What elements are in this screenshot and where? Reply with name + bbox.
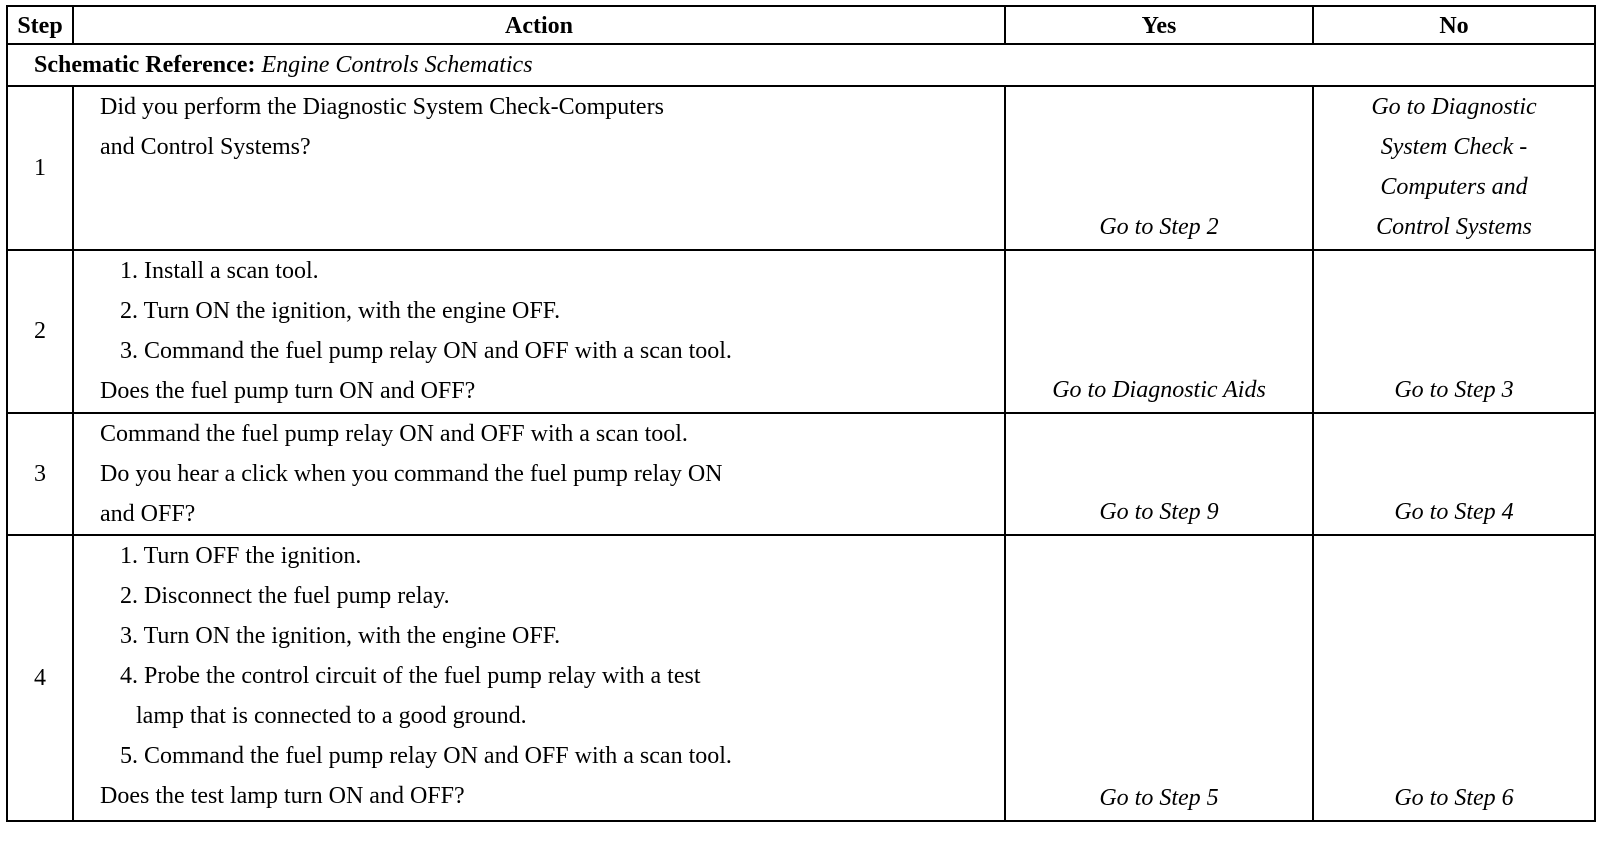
- header-row: [7, 6, 1595, 44]
- action-line: lamp that is connected to a good ground.: [136, 703, 527, 729]
- action-line: Does the test lamp turn ON and OFF?: [100, 783, 465, 809]
- action-cell: [73, 413, 1005, 535]
- no-link-line: Control Systems: [1376, 214, 1532, 240]
- header-yes: Yes: [1005, 6, 1313, 44]
- action-line: Did you perform the Diagnostic System Check-Computers: [100, 94, 664, 120]
- action-line: 4. Probe the control circuit of the fuel pump relay with a test: [120, 663, 701, 689]
- table-row: [7, 413, 1595, 535]
- table-row: [7, 535, 1595, 821]
- step-number: 3: [7, 413, 73, 535]
- no-link[interactable]: Go to Step 4: [1313, 413, 1595, 535]
- table-row: [7, 86, 1595, 250]
- yes-link[interactable]: Go to Step 5: [1005, 535, 1313, 821]
- step-number: 1: [7, 86, 73, 250]
- no-link-line: System Check -: [1380, 134, 1528, 160]
- action-cell: [73, 250, 1005, 413]
- action-line: 1. Turn OFF the ignition.: [120, 543, 362, 569]
- schematic-reference: [7, 44, 1595, 86]
- no-link-line: Computers and: [1380, 174, 1528, 200]
- yes-link[interactable]: Go to Step 9: [1005, 413, 1313, 535]
- table-row: [7, 250, 1595, 413]
- action-line: Command the fuel pump relay ON and OFF with a scan tool.: [100, 421, 688, 447]
- action-line: 2. Disconnect the fuel pump relay.: [120, 583, 450, 609]
- action-cell: [73, 535, 1005, 821]
- no-link[interactable]: Go to Step 3: [1313, 250, 1595, 413]
- action-line: Does the fuel pump turn ON and OFF?: [100, 378, 476, 404]
- no-link[interactable]: Go to Step 6: [1313, 535, 1595, 821]
- action-line: 2. Turn ON the ignition, with the engine OFF.: [120, 298, 561, 324]
- no-link[interactable]: [1313, 86, 1595, 250]
- action-line: and Control Systems?: [100, 134, 311, 160]
- action-line: and OFF?: [100, 501, 196, 527]
- action-line: 3. Command the fuel pump relay ON and OFF with a scan tool.: [120, 338, 732, 364]
- diagnostic-table: [6, 5, 1596, 822]
- header-no: No: [1313, 6, 1595, 44]
- diagnostic-table-container: [6, 5, 1594, 822]
- schematic-label: Schematic Reference:: [34, 51, 256, 78]
- step-number: 2: [7, 250, 73, 413]
- action-cell: [73, 86, 1005, 250]
- schematic-row: [7, 44, 1595, 86]
- action-line: 1. Install a scan tool.: [120, 258, 319, 284]
- yes-link[interactable]: Go to Diagnostic Aids: [1005, 250, 1313, 413]
- action-line: Do you hear a click when you command the fuel pump relay ON: [100, 461, 723, 487]
- action-line: 3. Turn ON the ignition, with the engine OFF.: [120, 623, 561, 649]
- no-link-line: Go to Diagnostic: [1371, 94, 1537, 120]
- header-action: Action: [73, 6, 1005, 44]
- schematic-link[interactable]: Engine Controls Schematics: [261, 51, 533, 78]
- step-number: 4: [7, 535, 73, 821]
- header-step: Step: [7, 6, 73, 44]
- action-line: 5. Command the fuel pump relay ON and OFF with a scan tool.: [120, 743, 732, 769]
- yes-link[interactable]: Go to Step 2: [1005, 86, 1313, 250]
